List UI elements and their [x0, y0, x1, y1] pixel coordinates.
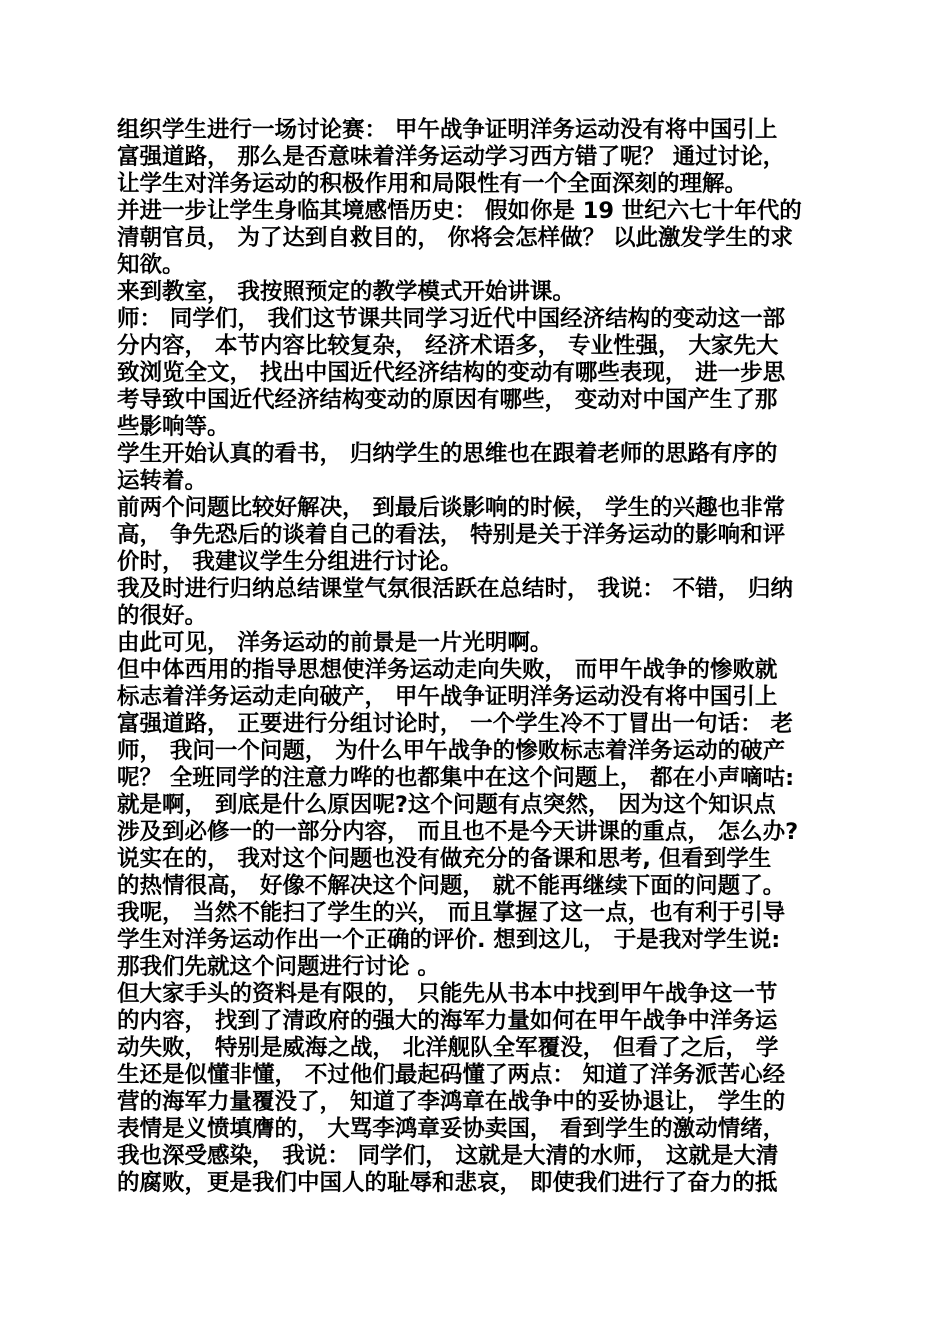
text-line: 考导致中国近代经济结构变动的原因有哪些， 变动对中国产生了那: [117, 387, 778, 413]
text-line: 知欲。: [117, 252, 185, 278]
text-line: 让学生对洋务运动的积极作用和局限性有一个全面深刻的理解。: [117, 171, 748, 197]
document-body: [117, 117, 833, 1197]
text-line: 师， 我问一个问题， 为什么甲午战争的惨败标志着洋务运动的破产: [117, 738, 786, 764]
text-line: 营的海军力量覆没了， 知道了李鸿章在战争中的妥协退让， 学生的: [117, 1089, 786, 1115]
text-line: 说实在的， 我对这个问题也没有做充分的备课和思考, 但看到学生: [117, 846, 772, 872]
text-line: 我呢， 当然不能扫了学生的兴， 而且掌握了这一点，也有利于引导: [117, 900, 786, 926]
text-line: 些影响等。: [117, 414, 230, 440]
text-line: 学生开始认真的看书， 归纳学生的思维也在跟着老师的思路有序的: [117, 441, 778, 467]
text-line: 价时， 我建议学生分组进行讨论。: [117, 549, 463, 575]
text-line: 清朝官员， 为了达到自救目的， 你将会怎样做？ 以此激发学生的求: [117, 225, 794, 251]
text-line: 富强道路， 那么是否意味着洋务运动学习西方错了呢？ 通过讨论，: [117, 144, 786, 170]
text-line: 富强道路， 正要进行分组讨论时， 一个学生冷不丁冒出一句话： 老: [117, 711, 794, 737]
text-line: 师： 同学们， 我们这节课共同学习近代中国经济结构的变动这一部: [117, 306, 786, 332]
text-line: 来到教室， 我按照预定的教学模式开始讲课。: [117, 279, 575, 305]
text-line: 分内容， 本节内容比较复杂， 经济术语多， 专业性强， 大家先大: [117, 333, 779, 359]
text-line: 由此可见， 洋务运动的前景是一片光明啊。: [117, 630, 553, 656]
text-line: 呢？ 全班同学的注意力哗的也都集中在这个问题上， 都在小声嘀咕:: [117, 765, 795, 791]
text-line: 学生对洋务运动作出一个正确的评价. 想到这儿， 于是我对学生说:: [117, 927, 781, 953]
text-line: 就是啊， 到底是什么原因呢?这个问题有点突然， 因为这个知识点: [117, 792, 776, 818]
text-line: 表情是义愤填膺的， 大骂李鸿章妥协卖国， 看到学生的激动情绪，: [117, 1116, 786, 1142]
text-line: 标志着洋务运动走向破产， 甲午战争证明洋务运动没有将中国引上: [117, 684, 778, 710]
text-line: 组织学生进行一场讨论赛： 甲午战争证明洋务运动没有将中国引上: [117, 117, 778, 143]
text-line: 动失败， 特别是威海之战， 北洋舰队全军覆没， 但看了之后， 学: [117, 1035, 779, 1061]
text-line: 我及时进行归纳总结课堂气氛很活跃在总结时， 我说： 不错， 归纳: [117, 576, 794, 602]
text-line: 致浏览全文， 找出中国近代经济结构的变动有哪些表现， 进一步思: [117, 360, 786, 386]
text-line: 的热情很高， 好像不解决这个问题， 就不能再继续下面的问题了。: [117, 873, 786, 899]
text-line: 的很好。: [117, 603, 208, 629]
text-line: 并进一步让学生身临其境感悟历史： 假如你是 19 世纪六七十年代的: [117, 198, 802, 224]
text-line: 的内容， 找到了清政府的强大的海军力量如何在甲午战争中洋务运: [117, 1008, 778, 1034]
text-line: 前两个问题比较好解决， 到最后谈影响的时候， 学生的兴趣也非常: [117, 495, 786, 521]
text-line: 那我们先就这个问题进行讨论 。: [117, 954, 440, 980]
text-line: 但大家手头的资料是有限的， 只能先从书本中找到甲午战争这一节: [117, 981, 778, 1007]
text-line: 运转着。: [117, 468, 208, 494]
text-line: 但中体西用的指导思想使洋务运动走向失败， 而甲午战争的惨败就: [117, 657, 778, 683]
text-line: 涉及到必修一的一部分内容， 而且也不是今天讲课的重点， 怎么办?: [117, 819, 799, 845]
text-line: 我也深受感染， 我说： 同学们， 这就是大清的水师， 这就是大清: [117, 1143, 779, 1169]
text-line: 生还是似懂非懂， 不过他们最起码懂了两点： 知道了洋务派苦心经: [117, 1062, 786, 1088]
text-line: 高， 争先恐后的谈着自己的看法， 特别是关于洋务运动的影响和评: [117, 522, 786, 548]
text-line: 的腐败，更是我们中国人的耻辱和悲哀， 即使我们进行了奋力的抵: [117, 1170, 778, 1196]
